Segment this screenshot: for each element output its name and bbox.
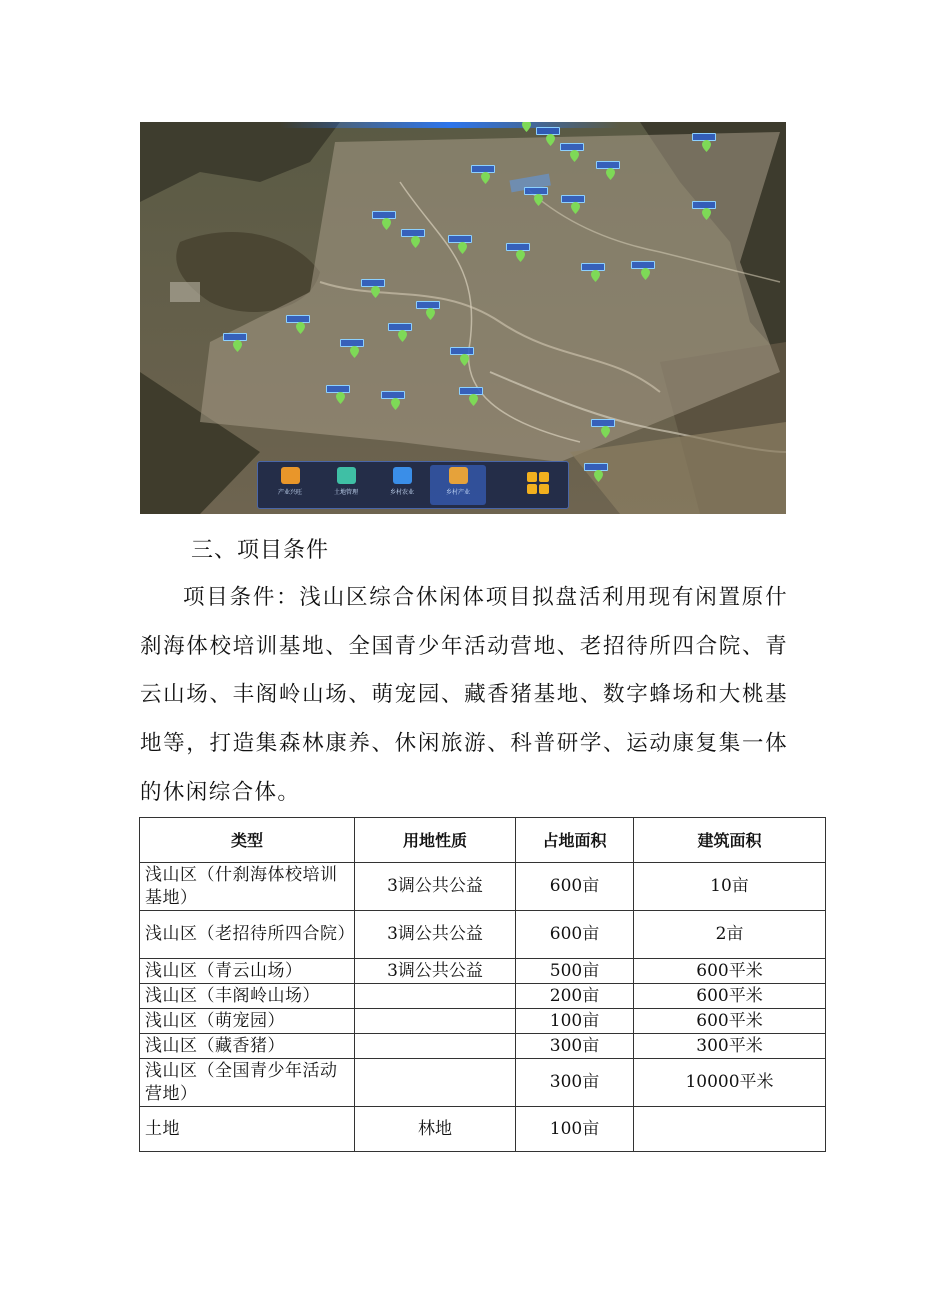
cell-type: 浅山区（什刹海体校培训基地） xyxy=(140,863,355,911)
location-pin-icon xyxy=(336,392,345,404)
table-row xyxy=(140,984,826,1009)
table-header-row xyxy=(140,818,826,863)
cell-land-use: 3调公共公益 xyxy=(355,863,516,911)
land-icon xyxy=(337,467,356,484)
location-pin-icon xyxy=(601,426,610,438)
map-dock xyxy=(257,461,569,509)
location-pin-icon xyxy=(398,330,407,342)
table-row xyxy=(140,959,826,984)
cell-building-area: 10000平米 xyxy=(634,1059,826,1107)
header-type: 类型 xyxy=(140,818,355,863)
location-pin-icon xyxy=(382,218,391,230)
table-row xyxy=(140,1107,826,1152)
location-pin-icon xyxy=(469,394,478,406)
cell-land-use: 林地 xyxy=(355,1107,516,1152)
cell-building-area: 600平米 xyxy=(634,959,826,984)
dock-item-land[interactable] xyxy=(318,465,374,505)
location-pin-icon xyxy=(594,470,603,482)
cell-type: 浅山区（藏香猪） xyxy=(140,1034,355,1059)
dock-item-label: 产业兴旺 xyxy=(277,489,302,496)
cell-site-area: 300亩 xyxy=(516,1034,634,1059)
app-grid-icon[interactable] xyxy=(526,471,550,495)
cell-building-area xyxy=(634,1107,826,1152)
location-pin-icon xyxy=(296,322,305,334)
cell-type: 浅山区（丰阁岭山场） xyxy=(140,984,355,1009)
section-heading: 三、项目条件 xyxy=(191,538,330,563)
cell-site-area: 200亩 xyxy=(516,984,634,1009)
location-pin-icon xyxy=(641,268,650,280)
chart-icon xyxy=(281,467,300,484)
project-conditions-table xyxy=(139,817,826,1152)
dock-item-label: 土地管理 xyxy=(333,489,358,496)
map-topbar xyxy=(280,122,620,128)
table-row xyxy=(140,911,826,959)
dock-item-agriculture[interactable] xyxy=(374,465,430,505)
header-site-area: 占地面积 xyxy=(516,818,634,863)
location-pin-icon xyxy=(522,122,531,132)
location-pin-icon xyxy=(371,286,380,298)
cell-building-area: 600平米 xyxy=(634,984,826,1009)
location-pin-icon xyxy=(516,250,525,262)
location-pin-icon xyxy=(702,140,711,152)
location-pin-icon xyxy=(571,202,580,214)
cell-building-area: 300平米 xyxy=(634,1034,826,1059)
cell-land-use xyxy=(355,984,516,1009)
location-pin-icon xyxy=(702,208,711,220)
location-pin-icon xyxy=(350,346,359,358)
cell-land-use: 3调公共公益 xyxy=(355,959,516,984)
cell-building-area: 10亩 xyxy=(634,863,826,911)
location-pin-icon xyxy=(458,242,467,254)
cell-land-use: 3调公共公益 xyxy=(355,911,516,959)
cell-building-area: 2亩 xyxy=(634,911,826,959)
cell-site-area: 300亩 xyxy=(516,1059,634,1107)
cell-land-use xyxy=(355,1059,516,1107)
location-pin-icon xyxy=(534,194,543,206)
cell-type: 浅山区（全国青少年活动营地） xyxy=(140,1059,355,1107)
cell-site-area: 600亩 xyxy=(516,863,634,911)
location-pin-icon xyxy=(426,308,435,320)
cell-land-use xyxy=(355,1034,516,1059)
dock-item-label: 乡村农业 xyxy=(389,489,414,496)
cell-site-area: 500亩 xyxy=(516,959,634,984)
location-pin-icon xyxy=(233,340,242,352)
header-land-use: 用地性质 xyxy=(355,818,516,863)
location-pin-icon xyxy=(570,150,579,162)
cell-building-area: 600平米 xyxy=(634,1009,826,1034)
terrain-image xyxy=(140,122,786,514)
location-pin-icon xyxy=(546,134,555,146)
table-row xyxy=(140,1059,826,1107)
cell-site-area: 600亩 xyxy=(516,911,634,959)
dock-item-industry[interactable] xyxy=(262,465,318,505)
location-pin-icon xyxy=(591,270,600,282)
location-pin-icon xyxy=(411,236,420,248)
section-paragraph: 项目条件：浅山区综合休闲体项目拟盘活利用现有闲置原什刹海体校培训基地、全国青少年活动营地、老招待所四合院、青云山场、丰阁岭山场、萌宠园、藏香猪基地、数字蜂场和大桃基地等，打造集森林康养、休闲旅游、科普研学、运动康复集一体的休闲综合体。 xyxy=(140,585,788,805)
location-pin-icon xyxy=(391,398,400,410)
cell-type: 浅山区（青云山场） xyxy=(140,959,355,984)
location-pin-icon xyxy=(606,168,615,180)
cell-type: 土地 xyxy=(140,1107,355,1152)
location-icon xyxy=(449,467,468,484)
leaf-icon xyxy=(393,467,412,484)
cell-site-area: 100亩 xyxy=(516,1107,634,1152)
map-figure xyxy=(140,122,786,514)
table-row xyxy=(140,1034,826,1059)
location-pin-icon xyxy=(481,172,490,184)
table-row xyxy=(140,863,826,911)
table-row xyxy=(140,1009,826,1034)
dock-item-rural-industry[interactable] xyxy=(430,465,486,505)
cell-type: 浅山区（萌宠园） xyxy=(140,1009,355,1034)
location-pin-icon xyxy=(460,354,469,366)
cell-land-use xyxy=(355,1009,516,1034)
cell-type: 浅山区（老招待所四合院） xyxy=(140,911,355,959)
cell-site-area: 100亩 xyxy=(516,1009,634,1034)
header-building-area: 建筑面积 xyxy=(634,818,826,863)
dock-item-label: 乡村产业 xyxy=(445,489,470,496)
